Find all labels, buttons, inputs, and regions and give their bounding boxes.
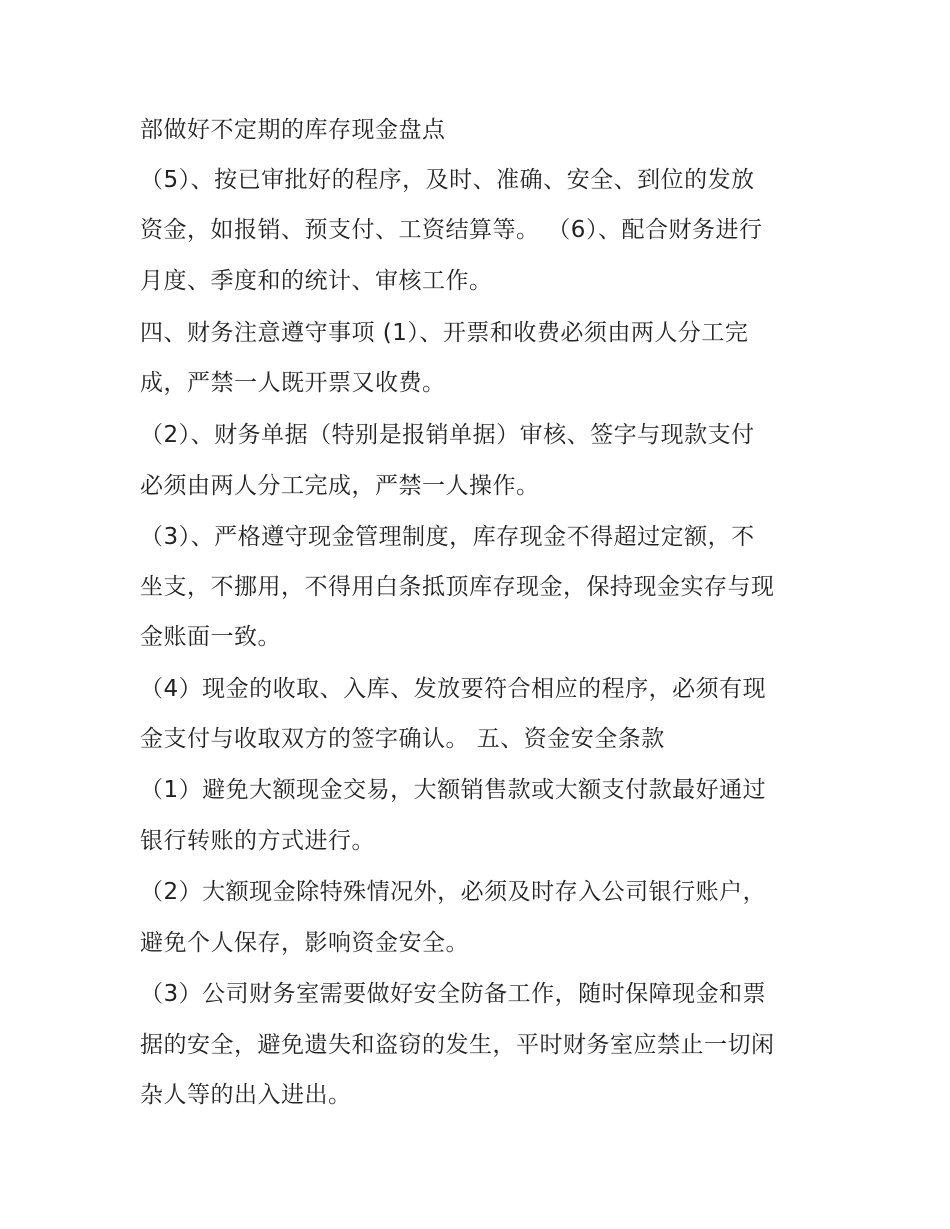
text-line: 资金，如报销、预支付、工资结算等。 （6）、配合财务进行 xyxy=(140,217,763,243)
text-line: 成，严禁一人既开票又收费。 xyxy=(140,370,446,396)
text-line: 四、财务注意遵守事项 (1）、开票和收费必须由两人分工完 xyxy=(140,320,749,346)
text-line: 月度、季度和的统计、审核工作。 xyxy=(140,268,493,294)
text-line: （3）、严格遵守现金管理制度，库存现金不得超过定额，不 xyxy=(140,524,755,550)
text-line: 必须由两人分工完成，严禁一人操作。 xyxy=(140,473,540,499)
text-line: 金账面一致。 xyxy=(140,624,281,650)
text-line: （4）现金的收取、入库、发放要符合相应的程序，必须有现 xyxy=(140,676,767,702)
text-line: 金支付与收取双方的签字确认。 五、资金安全条款 xyxy=(140,726,665,752)
text-line: 避免个人保存，影响资金安全。 xyxy=(140,930,469,956)
text-line: （2）大额现金除特殊情况外，必须及时存入公司银行账户， xyxy=(140,879,767,905)
text-line: 杂人等的出入进出。 xyxy=(140,1082,352,1108)
text-line: 部做好不定期的库存现金盘点 xyxy=(140,117,446,143)
text-line: 据的安全，避免遗失和盗窃的发生，平时财务室应禁止一切闲 xyxy=(140,1032,775,1058)
text-line: （2）、财务单据（特别是报销单据）审核、签字与现款支付 xyxy=(140,422,755,448)
text-line: （3）公司财务室需要做好安全防备工作，随时保障现金和票 xyxy=(140,981,767,1007)
text-line: 坐支，不挪用，不得用白条抵顶库存现金，保持现金实存与现 xyxy=(140,574,775,600)
text-line: 银行转账的方式进行。 xyxy=(140,828,375,854)
text-line: （1）避免大额现金交易，大额销售款或大额支付款最好通过 xyxy=(140,777,767,803)
text-line: （5）、按已审批好的程序，及时、准确、安全、到位的发放 xyxy=(140,167,755,193)
